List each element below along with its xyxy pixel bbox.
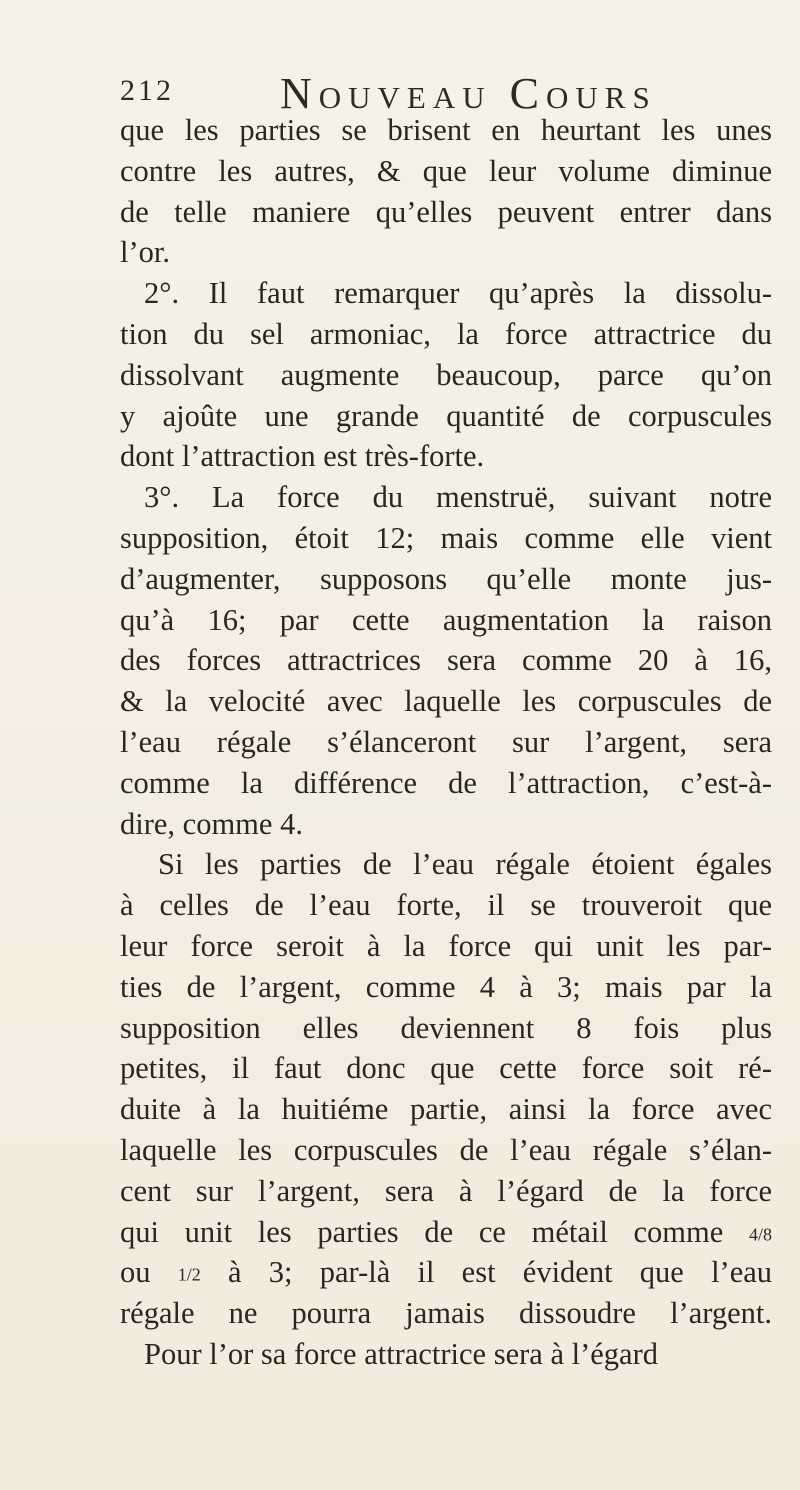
text-line: Si les parties de l’eau régale étoient égales [158,847,772,882]
text-line: régale ne pourra jamais dissoudre l’argent. [120,1296,772,1331]
text-line: l’or. [120,235,170,270]
text-segment: ou [120,1255,151,1290]
text-line: Pour l’or sa force attractrice sera à l’égard [144,1336,658,1371]
text-line: laquelle les corpuscules de l’eau régale s’élan- [120,1132,772,1167]
text-line: des forces attractrices sera comme 20 à 16, [120,643,772,678]
text-line: petites, il faut donc que cette force soit ré- [120,1051,772,1086]
text-line: dont l’attraction est très-forte. [120,439,485,474]
text-line: dire, comme 4. [120,806,303,841]
text-line: à celles de l’eau forte, il se trouveroit que [120,888,772,923]
text-line: de telle maniere qu’elles peuvent entrer dans [120,194,772,229]
text-line: duite à la huitiéme partie, ainsi la force avec [120,1092,772,1127]
text-line: comme la différence de l’attraction, c’est-à- [120,765,772,800]
text-line: d’augmenter, supposons qu’elle monte jus- [120,561,772,596]
running-head: Nouveau Cours [280,69,657,118]
text-line: l’eau régale s’élanceront sur l’argent, sera [120,724,772,759]
text-line: supposition, étoit 12; mais comme elle vient [120,520,772,555]
text-line: que les parties se brisent en heurtant les unes [120,113,772,147]
text-line: 2°. Il faut remarquer qu’après la dissolu- [144,276,772,311]
text-line [120,1252,772,1293]
text-line: leur force seroit à la force qui unit les par- [120,928,772,963]
text-line: supposition elles deviennent 8 fois plus [120,1010,772,1045]
text-line: dissolvant augmente beaucoup, parce qu’on [120,357,772,392]
text-line: contre les autres, & que leur volume diminue [120,153,772,188]
text-segment: à 3; par-là il est évident que l’eau [228,1255,773,1290]
text-line: tion du sel armoniac, la force attractrice du [120,316,772,351]
text-line: ties de l’argent, comme 4 à 3; mais par la [120,969,772,1004]
body-text [120,110,772,1375]
text-line: 3°. La force du menstruë, suivant notre [144,480,772,515]
text-segment: qui unit les parties de ce métail comme [120,1214,724,1249]
fraction-one-half: 1/2 [177,1264,201,1285]
text-line: cent sur l’argent, sera à l’égard de la force [120,1173,772,1208]
text-line: & la velocité avec laquelle les corpuscules de [120,684,772,719]
fraction-four-eighths: 4/8 [749,1224,773,1245]
text-line: y ajoûte une grande quantité de corpuscules [120,398,772,433]
text-line: qu’à 16; par cette augmentation la raison [120,602,772,637]
page-number: 212 [120,74,174,107]
text-line [120,1212,772,1253]
